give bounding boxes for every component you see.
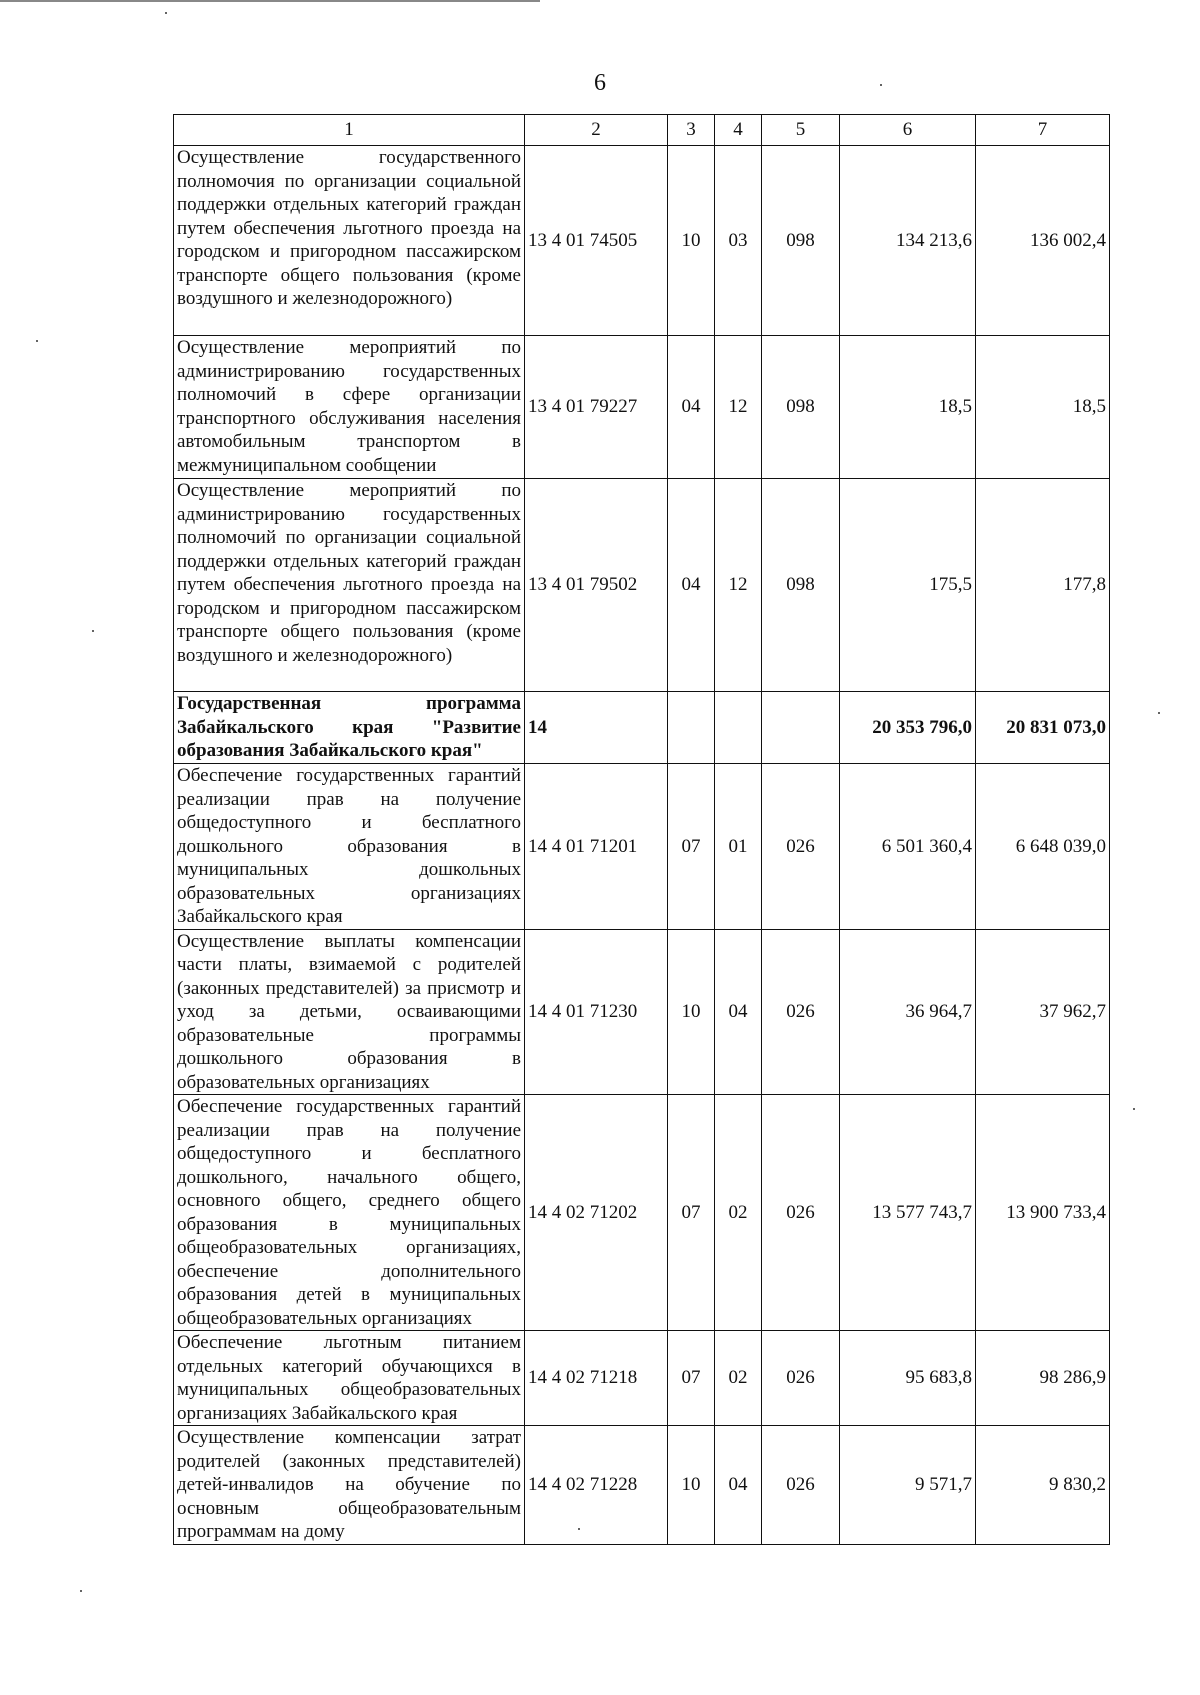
column-header: 3: [668, 115, 715, 146]
budget-table: [173, 114, 1110, 1545]
scan-speck: [92, 630, 94, 632]
row-description: Осуществление выплаты компенсации части платы, взимаемой с родителей (законных представителей) за присмотр и уход за детьми, осваивающими образовательные программы дошкольного образования в образовательных организациях: [174, 929, 525, 1095]
table-row: [174, 764, 1110, 930]
row-description: Государственная программа Забайкальского края "Развитие образования Забайкальского края": [174, 692, 525, 764]
row-section: 04: [668, 336, 715, 479]
row-subsection: 12: [715, 479, 762, 692]
table-row: [174, 1331, 1110, 1426]
row-amount-col7: 20 831 073,0: [976, 692, 1110, 764]
row-subsection: 12: [715, 336, 762, 479]
column-header: 5: [762, 115, 840, 146]
row-code: 13 4 01 79502: [525, 479, 668, 692]
row-subsection: 04: [715, 1426, 762, 1545]
row-code: 14 4 01 71230: [525, 929, 668, 1095]
row-description: Осуществление компенсации затрат родителей (законных представителей) детей-инвалидов на обучение по основным общеобразовательным программам на дому: [174, 1426, 525, 1545]
row-amount-col6: 134 213,6: [840, 146, 976, 336]
row-code: 14 4 02 71218: [525, 1331, 668, 1426]
row-administrator: 026: [762, 1331, 840, 1426]
row-subsection: [715, 692, 762, 764]
scan-speck: [36, 340, 38, 342]
scan-speck: [80, 1590, 82, 1592]
row-code: 14 4 01 71201: [525, 764, 668, 930]
row-amount-col7: 6 648 039,0: [976, 764, 1110, 930]
row-amount-col6: 95 683,8: [840, 1331, 976, 1426]
scan-top-edge: [0, 0, 540, 2]
table-row: [174, 336, 1110, 479]
row-amount-col7: 18,5: [976, 336, 1110, 479]
row-administrator: 026: [762, 929, 840, 1095]
row-administrator: 098: [762, 479, 840, 692]
scan-speck: [1133, 1108, 1135, 1110]
row-administrator: 026: [762, 1426, 840, 1545]
row-subsection: 03: [715, 146, 762, 336]
table-header-row: [174, 115, 1110, 146]
row-administrator: 098: [762, 336, 840, 479]
row-description: Осуществление мероприятий по администрированию государственных полномочий в сфере организации транспортного обслуживания населения автомобильным транспортом в межмуниципальном сообщении: [174, 336, 525, 479]
row-description: Осуществление мероприятий по администрированию государственных полномочий по организации социальной поддержки отдельных категорий граждан путем обеспечения льготного проезда на городском и пригородном пассажирском транспорте общего пользования (кроме воздушного и железнодорожного): [174, 479, 525, 692]
row-amount-col6: 6 501 360,4: [840, 764, 976, 930]
row-amount-col6: 175,5: [840, 479, 976, 692]
page-number: 6: [594, 70, 606, 96]
row-amount-col6: 18,5: [840, 336, 976, 479]
table-row: [174, 1426, 1110, 1545]
table-row-program: [174, 692, 1110, 764]
table-row: [174, 146, 1110, 336]
row-section: 10: [668, 929, 715, 1095]
row-amount-col6: 20 353 796,0: [840, 692, 976, 764]
scan-speck: [1158, 712, 1160, 714]
row-subsection: 04: [715, 929, 762, 1095]
row-administrator: 098: [762, 146, 840, 336]
row-amount-col7: 37 962,7: [976, 929, 1110, 1095]
table-row: [174, 1095, 1110, 1331]
row-amount-col7: 9 830,2: [976, 1426, 1110, 1545]
row-section: [668, 692, 715, 764]
row-subsection: 02: [715, 1095, 762, 1331]
row-section: 07: [668, 764, 715, 930]
column-header: 1: [174, 115, 525, 146]
row-administrator: [762, 692, 840, 764]
row-amount-col7: 177,8: [976, 479, 1110, 692]
row-code: 13 4 01 74505: [525, 146, 668, 336]
column-header: 4: [715, 115, 762, 146]
table-row: [174, 929, 1110, 1095]
row-description: Обеспечение государственных гарантий реализации прав на получение общедоступного и бесплатного дошкольного образования в муниципальных дошкольных образовательных организациях Забайкальского края: [174, 764, 525, 930]
table-row: [174, 479, 1110, 692]
row-code: 14: [525, 692, 668, 764]
column-header: 7: [976, 115, 1110, 146]
row-section: 04: [668, 479, 715, 692]
column-header: 6: [840, 115, 976, 146]
row-description: Обеспечение льготным питанием отдельных категорий обучающихся в муниципальных общеобразовательных организациях Забайкальского края: [174, 1331, 525, 1426]
row-code: 14 4 02 71228: [525, 1426, 668, 1545]
row-code: 14 4 02 71202: [525, 1095, 668, 1331]
row-subsection: 01: [715, 764, 762, 930]
column-header: 2: [525, 115, 668, 146]
scan-speck: [165, 12, 167, 14]
row-amount-col6: 9 571,7: [840, 1426, 976, 1545]
row-section: 10: [668, 146, 715, 336]
row-amount-col7: 136 002,4: [976, 146, 1110, 336]
row-administrator: 026: [762, 764, 840, 930]
row-amount-col6: 13 577 743,7: [840, 1095, 976, 1331]
row-amount-col6: 36 964,7: [840, 929, 976, 1095]
row-subsection: 02: [715, 1331, 762, 1426]
row-code: 13 4 01 79227: [525, 336, 668, 479]
row-administrator: 026: [762, 1095, 840, 1331]
row-description: Обеспечение государственных гарантий реализации прав на получение общедоступного и бесплатного дошкольного, начального общего, основного общего, среднего общего образования в муниципальных общеобразовательных организациях, обеспечение дополнительного образования детей в муниципальных общеобразовательных организациях: [174, 1095, 525, 1331]
row-section: 07: [668, 1095, 715, 1331]
row-description: Осуществление государственного полномочия по организации социальной поддержки отдельных категорий граждан путем обеспечения льготного проезда на городском и пригородном пассажирском транспорте общего пользования (кроме воздушного и железнодорожного): [174, 146, 525, 336]
row-section: 10: [668, 1426, 715, 1545]
row-amount-col7: 13 900 733,4: [976, 1095, 1110, 1331]
row-section: 07: [668, 1331, 715, 1426]
row-amount-col7: 98 286,9: [976, 1331, 1110, 1426]
